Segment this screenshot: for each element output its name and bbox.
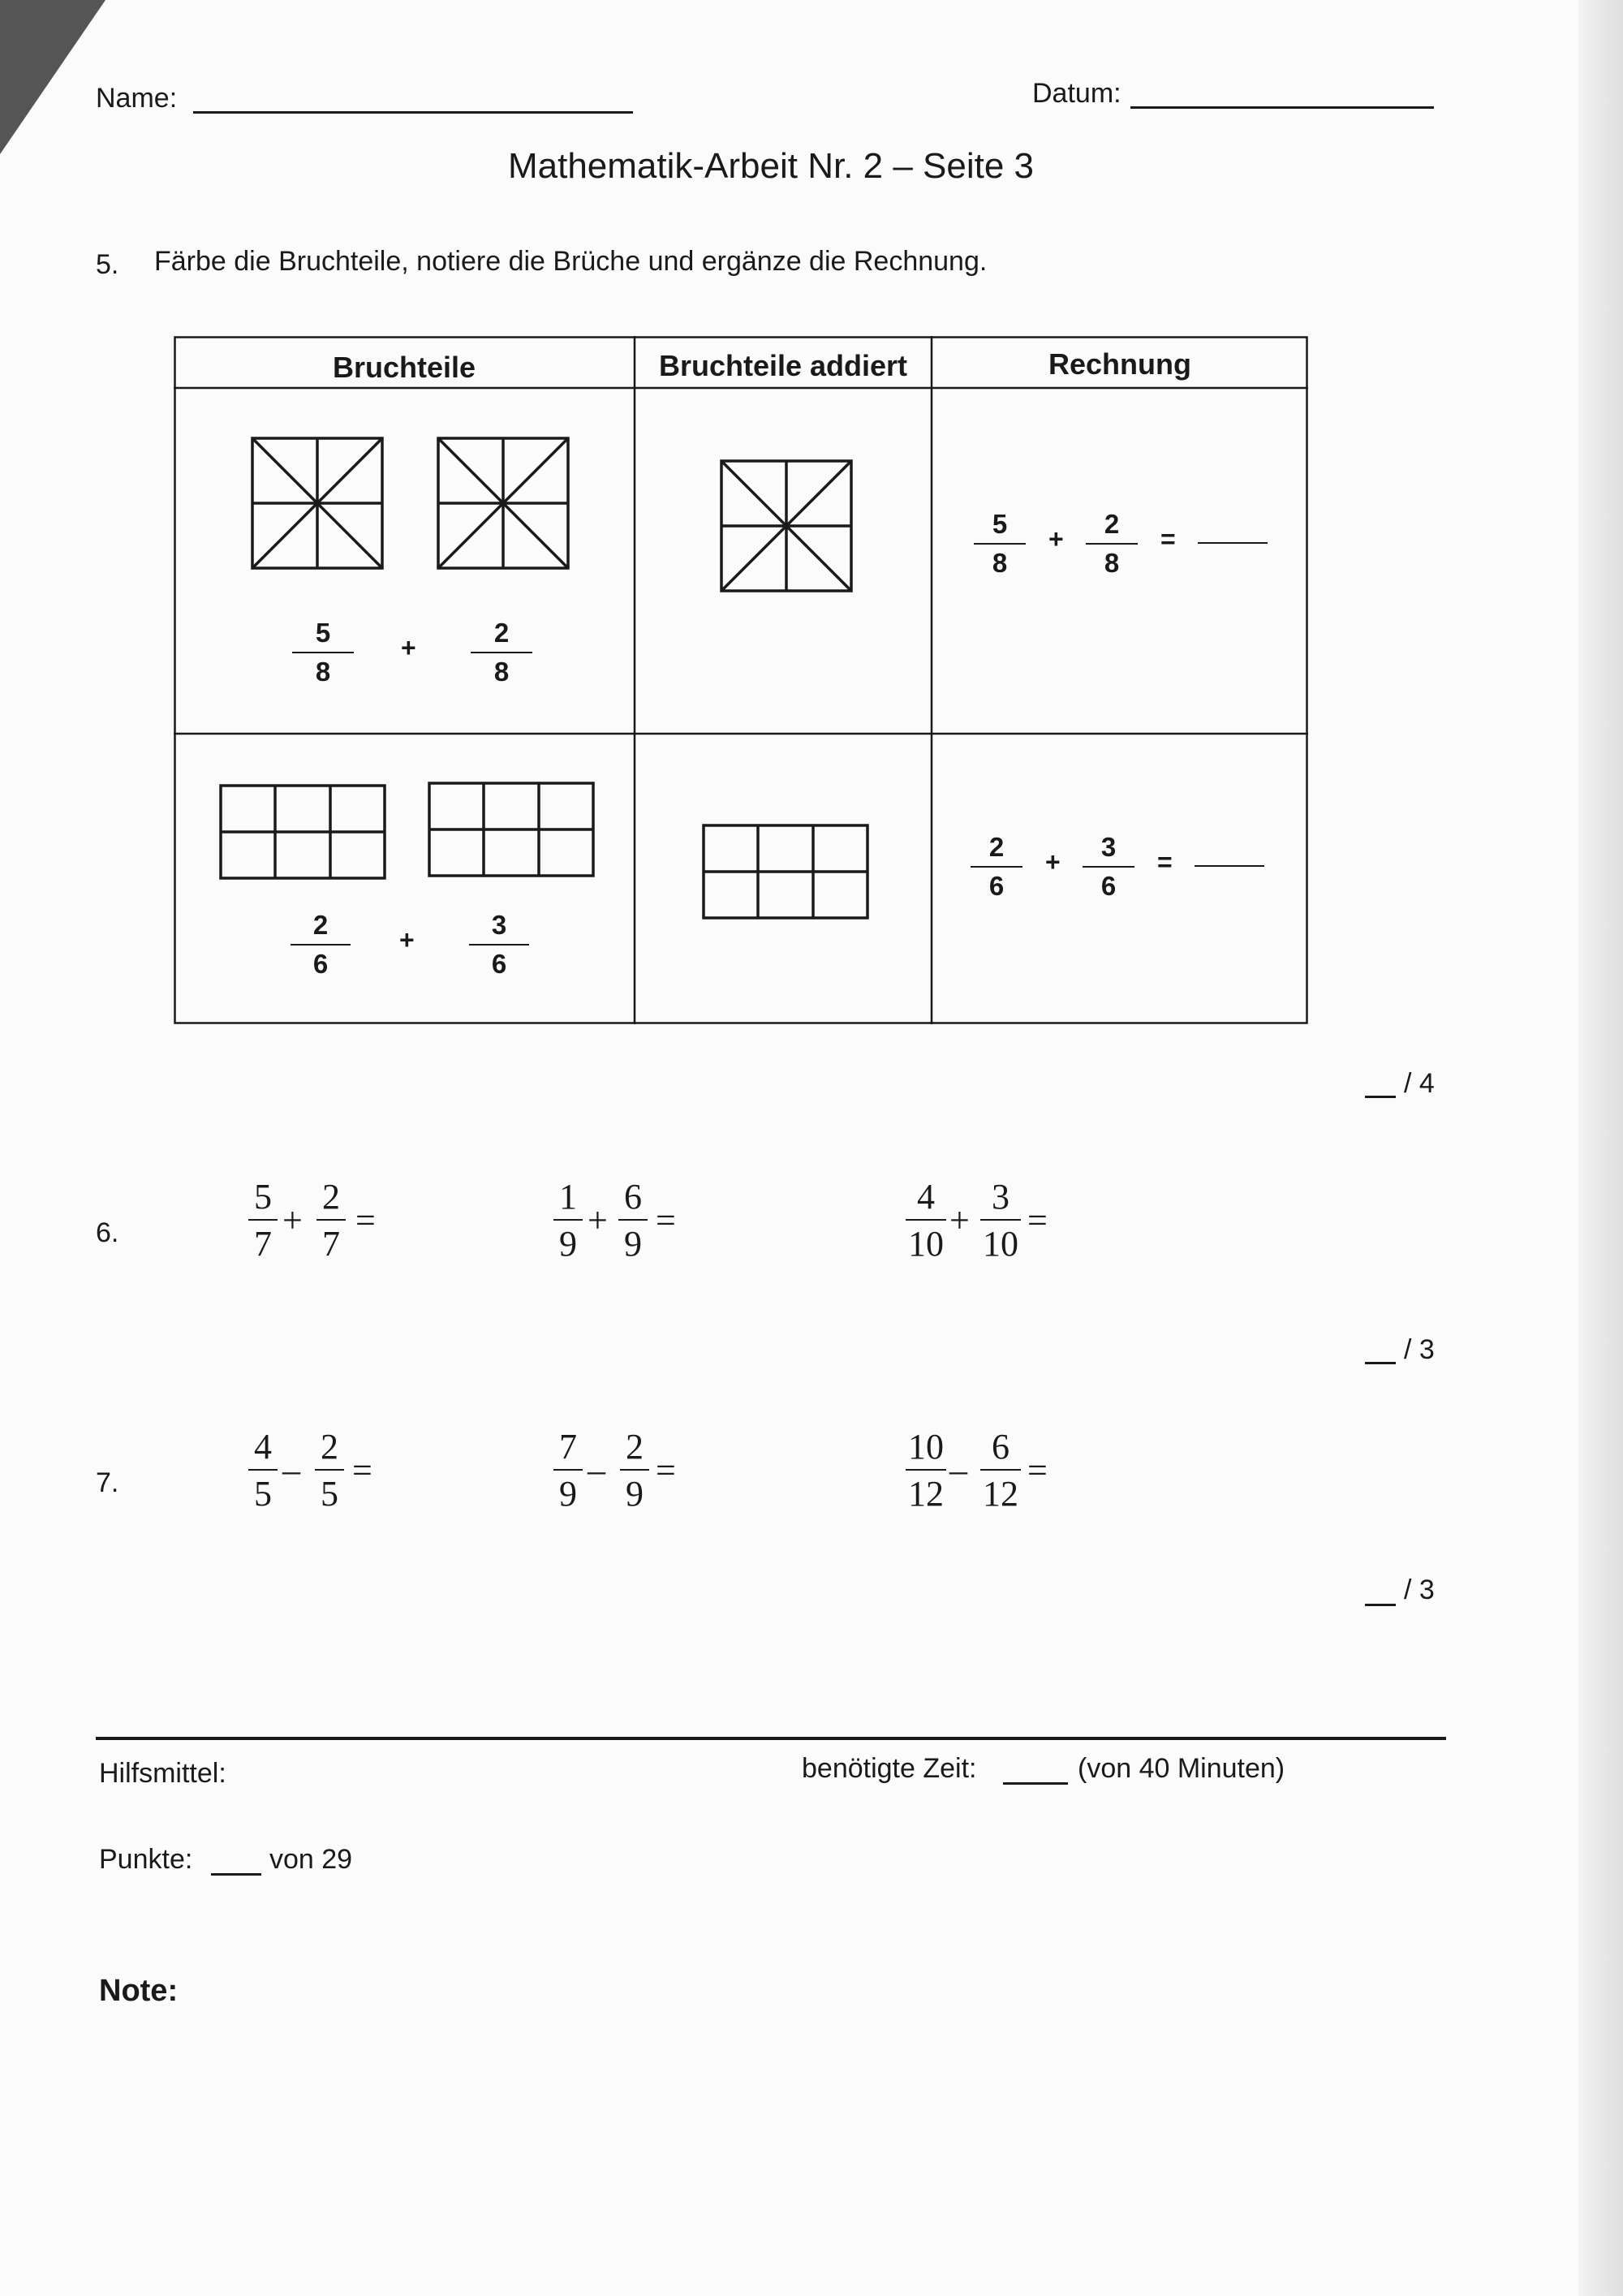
rectangle-sixths-shape-b[interactable] [428, 782, 595, 877]
fraction-bar [553, 1469, 583, 1471]
t6-p3-frac-b [980, 1177, 1021, 1264]
square-eighths-shape-sum[interactable] [720, 459, 853, 592]
numerator: 2 [322, 1177, 340, 1217]
t7-p2-equals: = [656, 1450, 676, 1490]
t7-p1-equals: = [352, 1450, 372, 1490]
fraction-bar [980, 1469, 1021, 1471]
t7-p3-frac-a [906, 1427, 946, 1514]
rectangle-sixths-shape-a[interactable] [219, 784, 386, 880]
date-field[interactable] [1130, 106, 1434, 109]
t6-p2-frac-b [618, 1177, 648, 1264]
denominator: 8 [315, 657, 331, 687]
numerator: 6 [992, 1427, 1010, 1467]
fraction-bar [1083, 866, 1134, 868]
denominator: 9 [559, 1474, 577, 1514]
t7-p2-frac-b [620, 1427, 649, 1514]
denominator: 9 [624, 1224, 642, 1264]
numerator: 3 [992, 1177, 1010, 1217]
denominator: 10 [908, 1224, 944, 1264]
t7-p3-equals: = [1027, 1450, 1048, 1490]
t6-p2-equals: = [656, 1200, 676, 1240]
score-field-task-6[interactable] [1365, 1362, 1396, 1364]
fraction-bar [471, 652, 532, 653]
numerator: 7 [559, 1427, 577, 1467]
square-eighths-shape-a[interactable] [251, 437, 384, 570]
time-field[interactable] [1003, 1782, 1068, 1785]
calc-answer-field-2[interactable] [1195, 865, 1264, 867]
fraction-bar [980, 1219, 1021, 1221]
denominator: 9 [559, 1224, 577, 1264]
denominator: 10 [983, 1224, 1018, 1264]
score-max-task-5: / 4 [1404, 1068, 1435, 1099]
footer-divider [96, 1737, 1446, 1740]
fraction-5-8 [292, 617, 354, 688]
numerator: 2 [321, 1427, 338, 1467]
calc-fraction-2-6 [971, 831, 1022, 902]
points-field[interactable] [211, 1873, 261, 1876]
numerator: 2 [1104, 509, 1120, 539]
task-6-number: 6. [96, 1217, 119, 1248]
header-bruchteile-addiert: Bruchteile addiert [658, 349, 908, 382]
score-max-task-6: / 3 [1404, 1334, 1435, 1365]
t6-p3-plus: + [949, 1200, 970, 1240]
numerator: 2 [493, 618, 510, 648]
numerator: 5 [254, 1177, 272, 1217]
numerator: 2 [626, 1427, 644, 1467]
grade-label: Note: [99, 1974, 179, 2008]
denominator: 6 [491, 949, 507, 979]
task-5-instruction: Färbe die Bruchteile, notiere die Brüche und ergänze die Rechnung. [154, 246, 988, 277]
t6-p1-frac-b [316, 1177, 346, 1264]
fraction-bar [315, 1469, 344, 1471]
fraction-bar [906, 1219, 946, 1221]
time-suffix: (von 40 Minuten) [1078, 1753, 1285, 1784]
t6-p1-equals: = [355, 1200, 376, 1240]
score-field-task-5[interactable] [1365, 1096, 1396, 1098]
name-label: Name: [96, 83, 178, 114]
denominator: 8 [1104, 548, 1120, 578]
denominator: 5 [321, 1474, 338, 1514]
task-5-number: 5. [96, 249, 119, 280]
denominator: 8 [493, 657, 510, 687]
numerator: 10 [908, 1427, 944, 1467]
t7-p1-minus: – [282, 1450, 300, 1490]
t7-p2-minus: – [588, 1450, 605, 1490]
fraction-bar [906, 1469, 946, 1471]
name-field[interactable] [193, 111, 633, 114]
numerator: 3 [491, 910, 507, 940]
fraction-bar [292, 652, 354, 653]
numerator: 1 [559, 1177, 577, 1217]
denominator: 12 [983, 1474, 1018, 1514]
task-7-number: 7. [96, 1467, 119, 1498]
fraction-bar [248, 1469, 278, 1471]
scan-shadow-corner [0, 0, 105, 154]
t6-p2-frac-a [553, 1177, 583, 1264]
t7-p3-frac-b [980, 1427, 1021, 1514]
denominator: 6 [1100, 871, 1117, 901]
calc-fraction-3-6 [1083, 831, 1134, 902]
t7-p3-minus: – [949, 1450, 967, 1490]
fraction-bar [620, 1469, 649, 1471]
plus-sign: + [399, 925, 415, 954]
denominator: 7 [322, 1224, 340, 1264]
denominator: 5 [254, 1474, 272, 1514]
t6-p3-frac-a [906, 1177, 946, 1264]
fraction-bar [248, 1219, 278, 1221]
fraction-bar [1086, 543, 1138, 545]
score-field-task-7[interactable] [1365, 1604, 1396, 1606]
denominator: 6 [312, 949, 329, 979]
fraction-bar [291, 944, 351, 946]
denominator: 7 [254, 1224, 272, 1264]
numerator: 4 [254, 1427, 272, 1467]
t7-p1-frac-a [248, 1427, 278, 1514]
t7-p2-frac-a [553, 1427, 583, 1514]
page-title: Mathematik-Arbeit Nr. 2 – Seite 3 [507, 146, 1035, 186]
fraction-2-8 [471, 617, 532, 688]
t6-p1-frac-a [248, 1177, 278, 1264]
numerator: 3 [1100, 832, 1117, 862]
numerator: 5 [315, 618, 331, 648]
calc-fraction-2-8 [1086, 508, 1138, 579]
denominator: 8 [992, 548, 1008, 578]
fraction-3-6 [469, 909, 529, 980]
square-eighths-shape-b[interactable] [437, 437, 570, 570]
t6-p3-equals: = [1027, 1200, 1048, 1240]
calc-plus-sign: + [1045, 847, 1061, 877]
denominator: 9 [626, 1474, 644, 1514]
fraction-bar [553, 1219, 583, 1221]
score-max-task-7: / 3 [1404, 1574, 1435, 1605]
fraction-bar [316, 1219, 346, 1221]
fraction-table [174, 336, 1308, 1024]
header-bruchteile: Bruchteile [332, 351, 476, 384]
calc-equals-sign: = [1157, 847, 1173, 877]
calc-fraction-5-8 [974, 508, 1026, 579]
calc-equals-sign: = [1160, 524, 1176, 554]
numerator: 5 [992, 509, 1008, 539]
fraction-bar [971, 866, 1022, 868]
fraction-bar [974, 543, 1026, 545]
t7-p1-frac-b [315, 1427, 344, 1514]
numerator: 4 [917, 1177, 935, 1217]
scan-shadow-edge [1578, 0, 1623, 2296]
denominator: 6 [988, 871, 1005, 901]
numerator: 2 [988, 832, 1005, 862]
numerator: 6 [624, 1177, 642, 1217]
header-rechnung: Rechnung [1048, 347, 1191, 381]
denominator: 12 [908, 1474, 944, 1514]
t6-p1-plus: + [282, 1200, 303, 1240]
calc-plus-sign: + [1048, 524, 1064, 554]
fraction-bar [469, 944, 529, 946]
plus-sign: + [401, 633, 416, 662]
aids-label: Hilfsmittel: [99, 1758, 226, 1789]
time-label: benötigte Zeit: [802, 1753, 977, 1784]
date-label: Datum: [1032, 78, 1121, 109]
numerator: 2 [312, 910, 329, 940]
points-suffix: von 29 [269, 1844, 353, 1875]
calc-answer-field-1[interactable] [1198, 542, 1268, 544]
fraction-2-6 [291, 909, 351, 980]
fraction-bar [618, 1219, 648, 1221]
t6-p2-plus: + [588, 1200, 608, 1240]
rectangle-sixths-shape-sum[interactable] [702, 824, 869, 920]
points-label: Punkte: [99, 1844, 193, 1875]
